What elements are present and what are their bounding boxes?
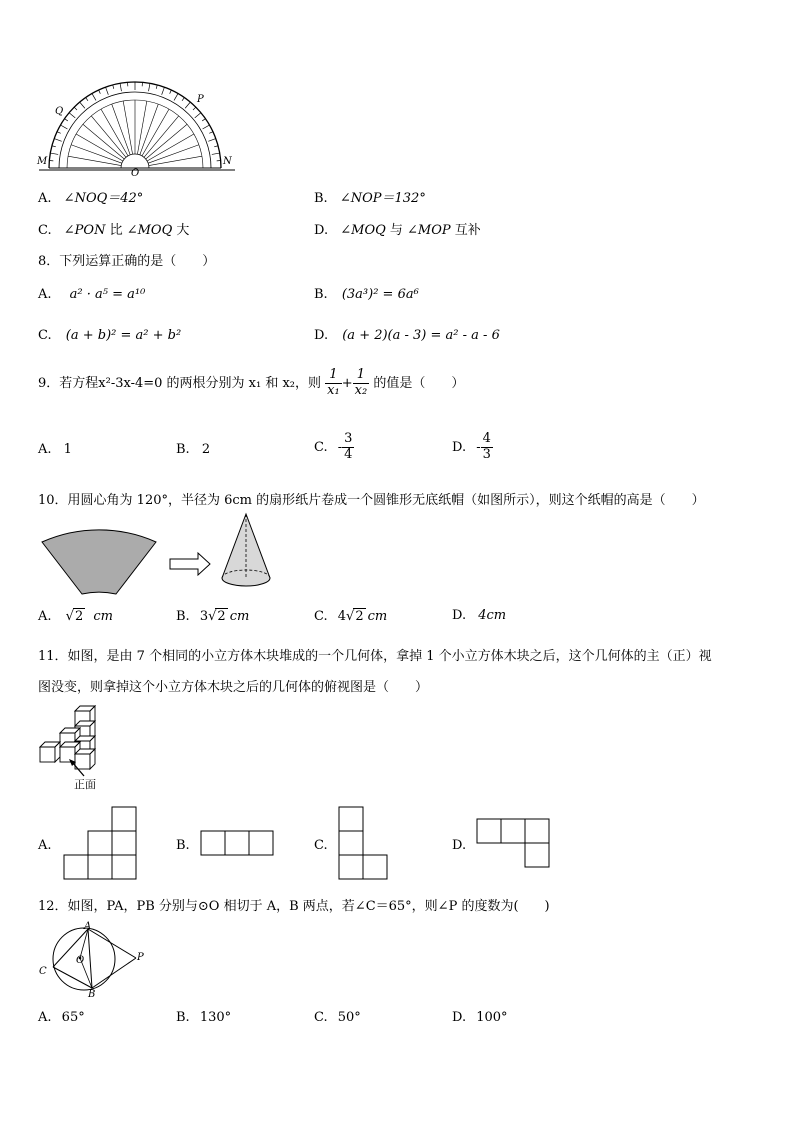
option-letter: D. — [314, 328, 329, 343]
option-expr: (3a³)² = 6a⁶ — [341, 287, 419, 302]
option-word: 与 — [385, 223, 408, 238]
plus-sign: + — [341, 375, 353, 391]
option-letter: A. — [38, 609, 52, 624]
protractor-ticks — [49, 82, 221, 168]
option-text: 2 — [201, 442, 211, 457]
option-letter: A. — [38, 1010, 52, 1025]
option-letter: C. — [314, 1010, 328, 1025]
option-word: 互补 — [450, 223, 481, 238]
option-text: 4cm — [478, 608, 507, 623]
option-letter: D. — [452, 608, 467, 623]
protractor-ray — [112, 104, 130, 155]
q9-option-c[interactable] — [314, 432, 354, 463]
protractor-tick — [162, 87, 165, 95]
option-letter: C. — [314, 439, 328, 455]
protractor-tick — [74, 107, 77, 110]
option-letter: A. — [38, 191, 52, 206]
label-B: B — [88, 989, 96, 1000]
protractor-tick — [156, 85, 157, 89]
option-letter: B. — [314, 287, 328, 302]
q9-option-b[interactable] — [176, 442, 210, 457]
fraction-denominator: x₁ — [327, 382, 340, 398]
sector-cone-figure — [38, 512, 288, 600]
label-O: O — [131, 168, 140, 179]
protractor-ray — [123, 101, 132, 154]
protractor-tick — [185, 102, 190, 108]
protractor-tick — [57, 132, 61, 134]
label-A: A — [84, 921, 92, 932]
fraction-denominator: 4 — [344, 446, 353, 462]
q8-option-d[interactable] — [314, 328, 500, 343]
protractor-tick — [120, 83, 121, 91]
q9-option-a[interactable] — [38, 442, 72, 457]
protractor-tick — [212, 153, 220, 154]
front-view-label: 正面 — [74, 778, 96, 791]
protractor-tick — [50, 153, 58, 154]
protractor-tick — [99, 90, 101, 94]
option-text: 50° — [337, 1010, 361, 1025]
option-text: ∠NOP＝132° — [339, 191, 426, 206]
label-C: C — [39, 966, 47, 977]
q12-option-a[interactable] — [38, 1010, 85, 1025]
option-expr: (a + b)² = a² + b² — [65, 328, 182, 343]
q11-stem-line-1: 11．如图，是由 7 个相同的小立方体木块堆成的一个几何体，拿掉 1 个小立方体木块之后，这个几何体的主（正）视 — [38, 649, 712, 664]
option-letter: B. — [314, 191, 328, 206]
protractor-tick — [106, 87, 109, 95]
option-letter: C. — [38, 223, 52, 238]
option-radicand: 2 — [217, 609, 226, 624]
option-text: 1 — [63, 442, 72, 457]
option-letter: B. — [176, 442, 190, 457]
q10-option-d[interactable] — [452, 608, 506, 623]
option-word: 比 — [105, 223, 127, 238]
option-coefficient: 3 — [199, 609, 209, 624]
protractor-tick — [54, 139, 62, 142]
option-coefficient: 4 — [337, 609, 347, 624]
option-angle-2: ∠MOQ — [126, 223, 173, 238]
q11-option-a-view[interactable] — [62, 806, 138, 880]
option-angle-2: ∠MOP — [407, 223, 451, 238]
q10-option-a[interactable]: A. √2 cm — [38, 609, 113, 624]
protractor-tick — [52, 146, 56, 147]
q7-option-d[interactable] — [314, 219, 481, 238]
q12-option-c[interactable] — [314, 1010, 361, 1025]
q8-option-b[interactable] — [314, 287, 419, 302]
fraction-denominator: x₂ — [354, 382, 368, 398]
label-P: P — [137, 952, 144, 963]
cube-stack-figure — [38, 704, 114, 796]
protractor-tick — [209, 132, 213, 134]
option-letter: C. — [38, 328, 52, 343]
protractor-tick — [86, 98, 88, 101]
option-letter: A. — [38, 442, 52, 457]
fraction-2 — [353, 368, 370, 399]
protractor-ray — [149, 156, 202, 165]
sector-shape — [42, 530, 156, 594]
q11-stem-line-2: 图没变，则拿掉这个小立方体木块之后的几何体的俯视图是（ ） — [38, 680, 429, 695]
option-text: 65° — [61, 1010, 85, 1025]
option-text: 130° — [199, 1010, 232, 1025]
option-sign: - — [337, 439, 343, 455]
label-P: P — [197, 94, 204, 105]
protractor-ray — [68, 156, 121, 165]
protractor-tick — [182, 98, 184, 101]
protractor-tick — [208, 139, 216, 142]
protractor-tick — [195, 113, 201, 118]
option-unit: cm — [229, 609, 250, 624]
option-expr: (a + 2)(a - 3) = a² - a - 6 — [342, 328, 500, 343]
label-M: M — [37, 156, 48, 167]
option-expr: a² · a⁵ = a¹⁰ — [69, 287, 146, 302]
protractor-tick — [113, 85, 114, 89]
protractor-ray — [148, 145, 199, 163]
option-radicand: 2 — [74, 609, 84, 624]
q10-option-c[interactable]: C. 4√2 cm — [314, 609, 388, 624]
q12-option-b[interactable] — [176, 1010, 231, 1025]
fraction-denominator: 3 — [482, 446, 491, 462]
q7-option-c[interactable] — [38, 219, 189, 238]
option-word: 大 — [172, 223, 190, 238]
q11-option-b-letter[interactable]: B. — [176, 838, 190, 853]
protractor-tick — [80, 102, 85, 108]
q9-stem — [38, 368, 464, 399]
stem-text: 9．若方程x²-3x-4=0 的两根分别为 x₁ 和 x₂，则 — [38, 375, 322, 391]
option-unit: cm — [93, 609, 113, 624]
q7-option-a[interactable] — [38, 187, 143, 206]
arrow-shape — [170, 553, 210, 575]
fraction-numerator: 1 — [353, 368, 370, 384]
q8-option-c[interactable] — [38, 328, 181, 343]
q11-option-d-letter[interactable]: D. — [452, 838, 467, 853]
q11-option-b-view[interactable] — [200, 830, 276, 856]
protractor-tick — [174, 94, 178, 101]
q10-stem: 10．用圆心角为 120°，半径为 6cm 的扇形纸片卷成一个圆锥形无底纸帽（如图所示），则这个纸帽的高是（ ） — [38, 493, 705, 508]
q11-option-d-view[interactable] — [476, 818, 554, 870]
fraction-1 — [325, 368, 342, 399]
option-radicand: 2 — [355, 609, 364, 624]
option-letter: D. — [314, 223, 329, 238]
q10-option-b[interactable]: B. 3√2 cm — [176, 609, 250, 624]
q11-option-c-view[interactable] — [338, 806, 390, 880]
label-N: N — [223, 156, 232, 167]
option-fraction — [481, 432, 493, 463]
label-O: O — [76, 955, 85, 966]
option-letter: D. — [452, 1010, 467, 1025]
protractor-ray — [71, 145, 122, 163]
option-angle-1: ∠MOQ — [340, 223, 386, 238]
q11-option-c-letter[interactable]: C. — [314, 838, 328, 853]
stem-text: 的值是（ ） — [373, 375, 465, 391]
option-sign: - — [476, 439, 481, 455]
option-angle-1: ∠PON — [63, 223, 106, 238]
q12-stem: 12．如图，PA，PB 分别与⊙O 相切于 A，B 两点，若∠C＝65°，则∠P 的度数为( ) — [38, 899, 550, 914]
protractor-figure — [35, 88, 235, 178]
option-letter: A. — [38, 287, 52, 302]
option-letter: D. — [452, 439, 467, 455]
q8-option-a[interactable] — [38, 287, 145, 302]
option-text: ∠NOQ＝42° — [63, 191, 144, 206]
q12-option-d[interactable] — [452, 1010, 508, 1025]
option-unit: cm — [367, 609, 388, 624]
fraction-numerator: 4 — [482, 431, 491, 446]
protractor-ray — [137, 101, 146, 154]
protractor-tick — [61, 125, 68, 129]
fraction-numerator: 1 — [325, 368, 342, 384]
label-Q: Q — [55, 106, 64, 117]
q7-option-b[interactable] — [314, 187, 426, 206]
protractor-tick — [170, 90, 172, 94]
option-fraction — [342, 432, 354, 463]
q8-stem: 8．下列运算正确的是（ ） — [38, 254, 216, 269]
protractor-tick — [92, 94, 96, 101]
q11-option-a-letter[interactable]: A. — [38, 838, 52, 853]
circle-tangent-figure — [36, 922, 148, 998]
protractor-tick — [203, 125, 210, 129]
protractor-tick — [69, 113, 75, 118]
protractor-tick — [65, 119, 68, 121]
protractor-tick — [202, 119, 205, 121]
option-letter: B. — [176, 609, 190, 624]
protractor-ray — [140, 104, 158, 155]
protractor-tick — [214, 146, 218, 147]
option-letter: B. — [176, 1010, 190, 1025]
fraction-numerator: 3 — [344, 431, 353, 446]
q9-option-d[interactable] — [452, 432, 493, 463]
protractor-tick — [193, 107, 196, 110]
option-letter: C. — [314, 609, 328, 624]
protractor-tick — [149, 83, 150, 91]
option-text: 100° — [476, 1010, 508, 1025]
